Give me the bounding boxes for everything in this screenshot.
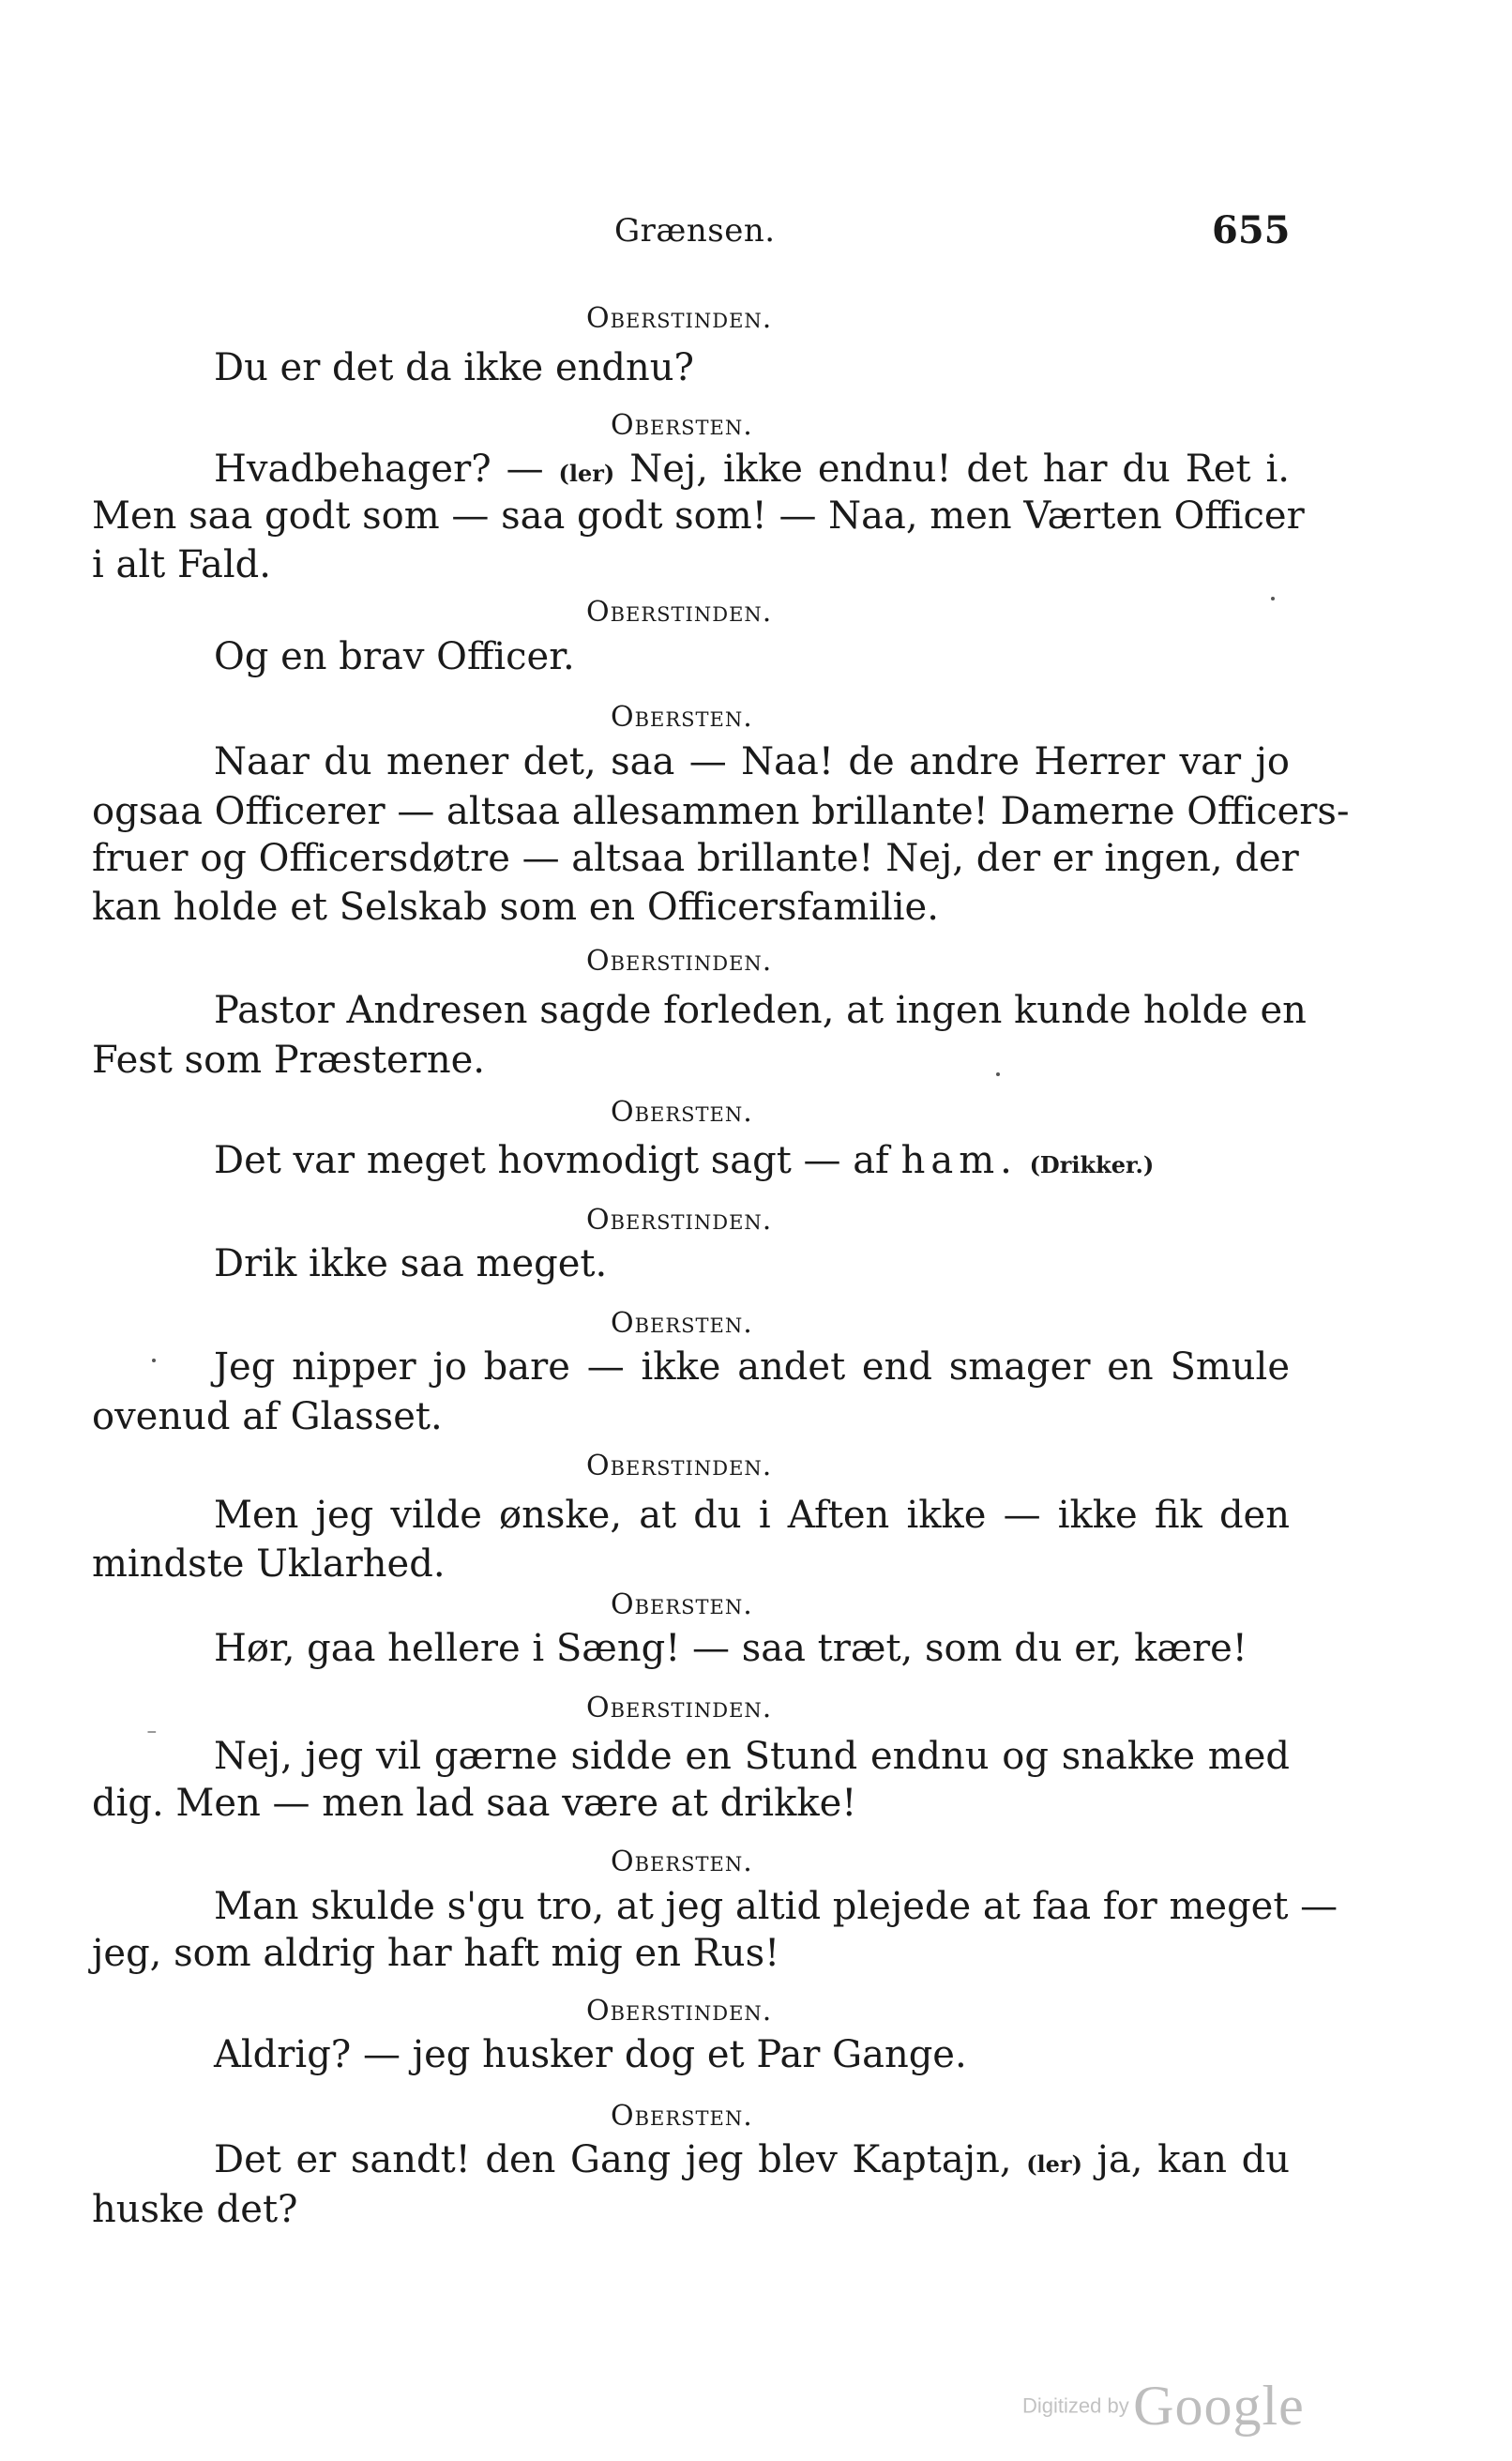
- dialogue-line: huske det?: [92, 2188, 298, 2231]
- speaker-name: Obersten.: [611, 1096, 753, 1129]
- dialogue-line: Og en brav Officer.: [214, 635, 575, 678]
- dialogue-line: Men saa godt som — saa godt som! — Naa, men Værten Officer: [92, 494, 1305, 538]
- speaker-name: Oberstinden.: [586, 1692, 773, 1724]
- line-text: Hvadbehager? —: [214, 448, 559, 491]
- ink-speck: [996, 1072, 1000, 1076]
- dialogue-line: ovenud af Glasset.: [92, 1395, 443, 1438]
- dialogue-line: jeg, som aldrig har haft mig en Rus!: [92, 1932, 780, 1975]
- line-text: Nej, ikke endnu! det har du Ret i.: [614, 448, 1291, 491]
- emphasis: ham.: [900, 1139, 1018, 1182]
- dialogue-line: ogsaa Officerer — altsaa allesammen brillante! Damerne Officers-: [92, 790, 1350, 833]
- dialogue-line: [214, 446, 1290, 497]
- dialogue-line: [214, 1137, 1154, 1189]
- speaker-name: Oberstinden.: [586, 302, 773, 335]
- dialogue-line: i alt Fald.: [92, 543, 271, 586]
- dialogue-line: Drik ikke saa meget.: [214, 1242, 608, 1285]
- dialogue-line: Men jeg vilde ønske, at du i Aften ikke — ikke fik den: [214, 1494, 1290, 1537]
- speaker-name: Obersten.: [611, 1846, 753, 1878]
- speaker-name: Obersten.: [611, 1588, 753, 1621]
- ink-speck: [1271, 597, 1275, 600]
- speaker-name: Oberstinden.: [586, 1204, 773, 1237]
- line-text: [1018, 1139, 1030, 1182]
- speaker-name: Obersten.: [611, 2100, 753, 2133]
- dialogue-line: Pastor Andresen sagde forleden, at ingen kunde holde en: [214, 989, 1307, 1032]
- watermark-prefix: Digitized by: [1022, 2393, 1129, 2418]
- speaker-name: Obersten.: [611, 701, 753, 734]
- speaker-name: Oberstinden.: [586, 1450, 773, 1482]
- dialogue-line: Naar du mener det, saa — Naa! de andre Herrer var jo: [214, 740, 1290, 783]
- dialogue-line: [214, 2136, 1290, 2188]
- stage-direction: (ler): [558, 460, 615, 487]
- speaker-name: Oberstinden.: [586, 1995, 773, 2028]
- dialogue-line: Hør, gaa hellere i Sæng! — saa træt, som du er, kære!: [214, 1627, 1247, 1670]
- speaker-name: Oberstinden.: [586, 945, 773, 978]
- dialogue-line: fruer og Officersdøtre — altsaa brillante! Nej, der er ingen, der: [92, 837, 1299, 880]
- line-text: Det er sandt! den Gang jeg blev Kaptajn,: [214, 2138, 1027, 2181]
- google-logo: Google: [1133, 2375, 1305, 2437]
- speaker-name: Obersten.: [611, 1307, 753, 1340]
- dialogue-line: Fest som Præsterne.: [92, 1039, 485, 1082]
- dialogue-line: Nej, jeg vil gærne sidde en Stund endnu og snakke med: [214, 1735, 1290, 1778]
- page-number: 655: [1212, 208, 1291, 252]
- digitization-watermark: [1022, 2374, 1305, 2438]
- dialogue-line: Man skulde s'gu tro, at jeg altid plejede at faa for meget —: [214, 1885, 1338, 1928]
- dialogue-line: mindste Uklarhed.: [92, 1542, 446, 1586]
- line-text: Det var meget hovmodigt sagt — af: [214, 1139, 901, 1182]
- dialogue-line: dig. Men — men lad saa være at drikke!: [92, 1782, 857, 1825]
- dialogue-line: kan holde et Selskab som en Officersfamilie.: [92, 886, 939, 929]
- dialogue-line: Du er det da ikke endnu?: [214, 346, 694, 389]
- speaker-name: Obersten.: [611, 409, 753, 442]
- ink-mark: ⁻: [146, 1724, 158, 1748]
- line-text: ja, kan du: [1081, 2138, 1290, 2181]
- running-title: Grænsen.: [614, 212, 776, 250]
- dialogue-line: Aldrig? — jeg husker dog et Par Gange.: [214, 2033, 967, 2076]
- ink-speck: [152, 1359, 156, 1362]
- dialogue-line: Jeg nipper jo bare — ikke andet end smager en Smule: [214, 1345, 1290, 1389]
- speaker-name: Oberstinden.: [586, 596, 773, 629]
- stage-direction: (ler): [1026, 2150, 1082, 2178]
- stage-direction: (Drikker.): [1029, 1151, 1155, 1178]
